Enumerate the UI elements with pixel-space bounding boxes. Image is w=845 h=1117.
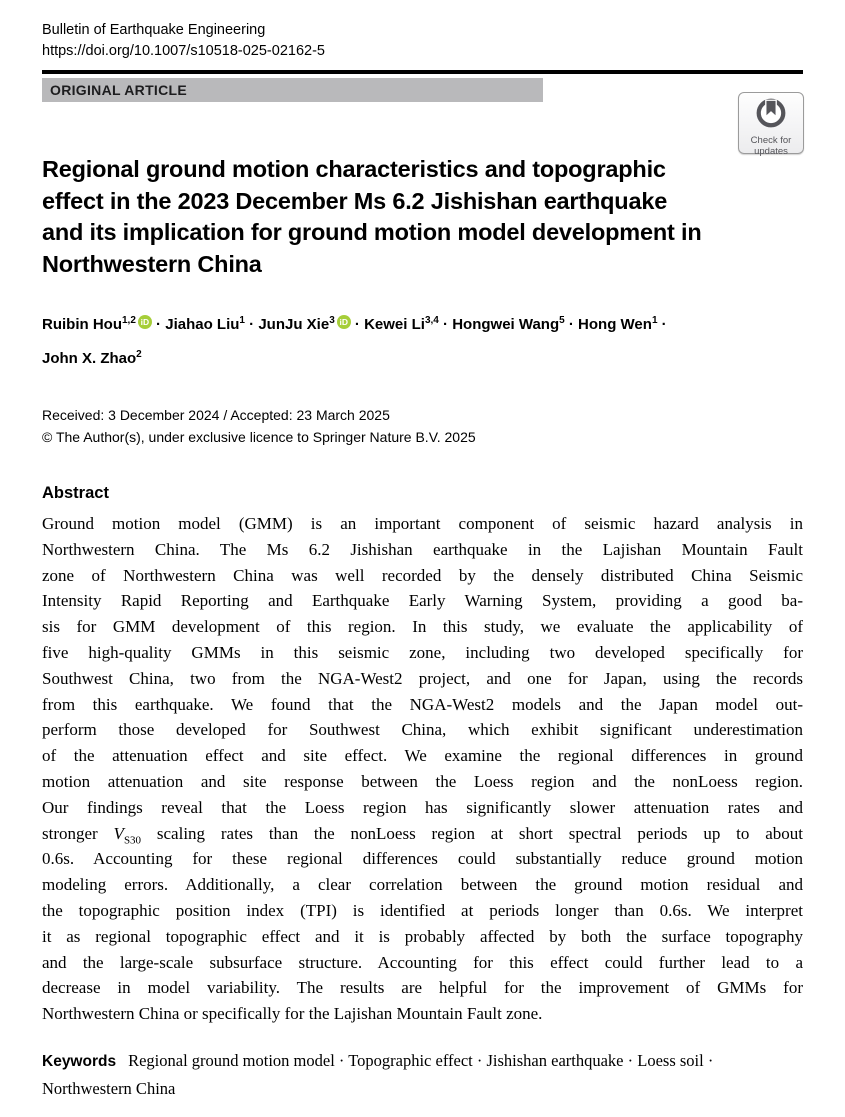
check-for-updates-icon [754, 96, 788, 135]
abstract-heading: Abstract [42, 484, 109, 502]
author-separator: · [151, 316, 166, 333]
keywords-label: Keywords [42, 1052, 117, 1070]
abstract-line: modeling errors. Additionally, a clear correlation between the ground motion residual and [42, 875, 803, 895]
author-affiliation-sup: 1 [651, 315, 658, 326]
abstract-line: from this earthquake. We found that the NGA-West2 models and the Japan model out- [42, 694, 803, 714]
keywords [42, 1047, 803, 1102]
title-line: Regional ground motion characteristics and topographic [42, 156, 666, 182]
badge-text-line2: updates [754, 145, 788, 157]
abstract-line: of the attenuation effect and site effect. We examine the regional differences in ground [42, 746, 803, 766]
copyright-line: © The Author(s), under exclusive licence to Springer Nature B.V. 2025 [42, 429, 476, 445]
abstract-line: sis for GMM development of this region. In this study, we evaluate the applicability of [42, 617, 803, 637]
abstract-line: Northwestern China or specifically for the Lajishan Mountain Fault zone. [42, 1004, 543, 1024]
check-for-updates-badge[interactable] [738, 92, 804, 157]
header-divider [42, 70, 803, 74]
received-accepted-line: Received: 3 December 2024 / Accepted: 23 March 2025 [42, 407, 390, 423]
author-affiliation-sup: 3,4 [424, 315, 439, 326]
doi-link[interactable]: https://doi.org/10.1007/s10518-025-02162-5 [42, 43, 325, 59]
author-affiliation-sup: 2 [136, 349, 142, 360]
author-affiliation-sup: 3 [329, 315, 335, 326]
author-separator: · [244, 316, 259, 333]
author-affiliation-sup: 5 [559, 315, 565, 326]
article-type-banner [42, 78, 543, 102]
abstract-body [42, 511, 803, 1027]
journal-name: Bulletin of Earthquake Engineering [42, 22, 266, 38]
article-title [42, 154, 803, 280]
orcid-icon[interactable]: iD [337, 315, 351, 329]
author-affiliation-sup: 1 [239, 315, 245, 326]
orcid-icon[interactable]: iD [138, 315, 152, 329]
author-name: Hongwei Wang [452, 316, 560, 333]
title-line: effect in the 2023 December Ms 6.2 Jishishan earthquake [42, 187, 668, 214]
author-separator: · [564, 316, 579, 333]
abstract-line: 0.6s. Accounting for these regional differences could substantially reduce ground motion [42, 849, 803, 869]
abstract-line: and the large-scale subsurface structure. Accounting for this effect could further lead to a [42, 952, 803, 972]
author-name: Hong Wen [578, 316, 652, 333]
abstract-line: Our findings reveal that the Loess region has significantly slower attenuation rates and [42, 797, 803, 817]
author-separator: · [350, 316, 365, 333]
abstract-line: decrease in model variability. The results are helpful for the improvement of GMMs for [42, 978, 803, 998]
author-name: Ruibin Hou [42, 316, 122, 333]
abstract-line: Ground motion model (GMM) is an important component of seismic hazard analysis in [42, 514, 803, 533]
keywords-text: Regional ground motion model · Topographic effect · Jishishan earthquake · Loess soil · Northwestern China [42, 1050, 714, 1098]
author-separator: · [438, 316, 453, 333]
abstract-line: zone of Northwestern China was well recorded by the densely distributed China Seismic [42, 565, 803, 585]
authors [42, 306, 817, 374]
check-for-updates-text [751, 136, 792, 157]
title-line: and its implication for ground motion model development in [42, 219, 702, 245]
abstract-line: motion attenuation and site response between the Loess region and the nonLoess region. [42, 771, 803, 791]
journal-header [42, 20, 803, 62]
author-name: JunJu Xie [258, 316, 330, 333]
abstract-line: Northwestern China. The Ms 6.2 Jishishan earthquake in the Lajishan Mountain Fault [42, 539, 803, 559]
badge-text-line1: Check for [750, 135, 792, 146]
author-affiliation-sup: 1,2 [121, 315, 136, 326]
title-line: Northwestern China [42, 250, 262, 277]
author-separator: · [657, 316, 667, 333]
abstract-line: the topographic position index (TPI) is identified at periods longer than 0.6s. We interpret [42, 900, 803, 920]
abstract-line: five high-quality GMMs in this seismic zone, including two developed specifically for [42, 642, 803, 662]
article-type-label: ORIGINAL ARTICLE [50, 82, 188, 98]
author-name: Kewei Li [364, 316, 425, 333]
author-name: John X. Zhao [42, 350, 137, 367]
author-name: Jiahao Liu [165, 316, 240, 333]
abstract-line: perform those developed for Southwest China, which exhibit significant underestimation [42, 720, 803, 740]
article-meta [42, 404, 803, 448]
abstract-line: Intensity Rapid Reporting and Earthquake Early Warning System, providing a good ba- [42, 591, 803, 611]
abstract-line: it as regional topographic effect and it is probably affected by both the surface topography [42, 926, 803, 946]
abstract-line: stronger $V_{S30}$ scaling rates than the nonLoess region at short spectral periods up to about [42, 823, 803, 846]
abstract-line: Southwest China, two from the NGA-West2 project, and one for Japan, using the records [42, 668, 803, 688]
